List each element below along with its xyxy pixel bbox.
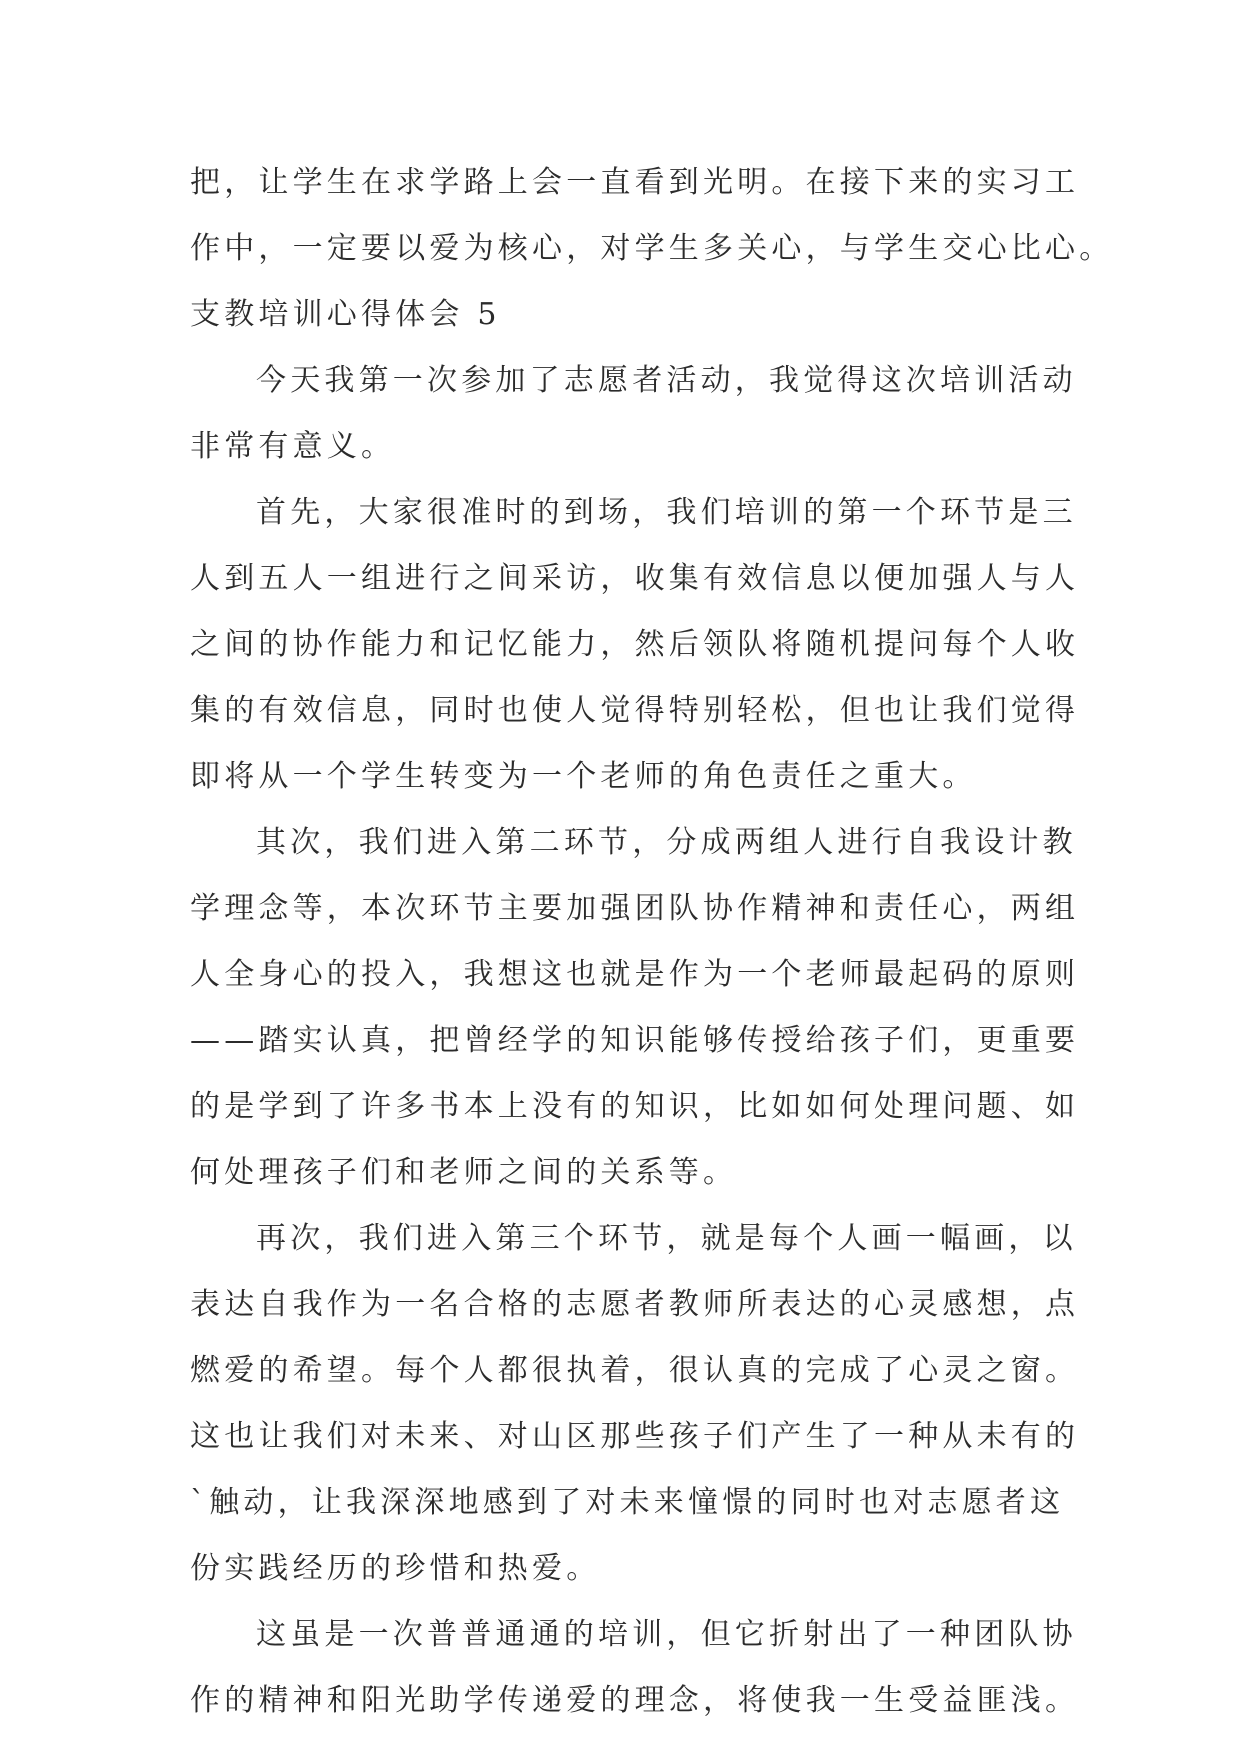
- text-line-7: 人到五人一组进行之间采访，收集有效信息以便加强人与人: [190, 561, 1080, 596]
- text-line-2: 作中，一定要以爱为核心，对学生多关心，与学生交心比心。: [190, 231, 1114, 266]
- paragraph-start-line: 首先，大家很准时的到场，我们培训的第一个环节是三: [256, 495, 1077, 530]
- text-line-20: 这也让我们对未来、对山区那些孩子们产生了一种从未有的: [190, 1419, 1080, 1454]
- paragraph-start-line: 这虽是一次普普通通的培训，但它折射出了一种团队协: [256, 1617, 1077, 1652]
- document-body: [190, 150, 1114, 1734]
- text-line-16: 何处理孩子们和老师之间的关系等。: [190, 1155, 738, 1190]
- text-line-19: 燃爱的希望。每个人都很执着，很认真的完成了心灵之窗。: [190, 1353, 1080, 1388]
- section-heading: 支教培训心得体会 5: [190, 297, 501, 332]
- text-line-5: 非常有意义。: [190, 429, 396, 464]
- paragraph-start-line: 今天我第一次参加了志愿者活动，我觉得这次培训活动: [256, 363, 1077, 398]
- text-line-12: 学理念等，本次环节主要加强团队协作精神和责任心，两组: [190, 891, 1080, 926]
- paragraph-start-line: 再次，我们进入第三个环节，就是每个人画一幅画，以: [256, 1221, 1077, 1256]
- text-line-1: 把，让学生在求学路上会一直看到光明。在接下来的实习工: [190, 165, 1080, 200]
- text-line-8: 之间的协作能力和记忆能力，然后领队将随机提问每个人收: [190, 627, 1080, 662]
- text-line-21: `触动，让我深深地感到了对未来憧憬的同时也对志愿者这: [190, 1485, 1065, 1520]
- text-line-10: 即将从一个学生转变为一个老师的角色责任之重大。: [190, 759, 977, 794]
- text-line-13: 人全身心的投入，我想这也就是作为一个老师最起码的原则: [190, 957, 1080, 992]
- text-line-24: 作的精神和阳光助学传递爱的理念，将使我一生受益匪浅。: [190, 1683, 1080, 1718]
- text-line-18: 表达自我作为一名合格的志愿者教师所表达的心灵感想，点: [190, 1287, 1080, 1322]
- text-line-14: ——踏实认真，把曾经学的知识能够传授给孩子们，更重要: [190, 1023, 1080, 1058]
- text-line-15: 的是学到了许多书本上没有的知识，比如如何处理问题、如: [190, 1089, 1080, 1124]
- text-line-22: 份实践经历的珍惜和热爱。: [190, 1551, 601, 1586]
- text-line-9: 集的有效信息，同时也使人觉得特别轻松，但也让我们觉得: [190, 693, 1080, 728]
- paragraph-start-line: 其次，我们进入第二环节，分成两组人进行自我设计教: [256, 825, 1077, 860]
